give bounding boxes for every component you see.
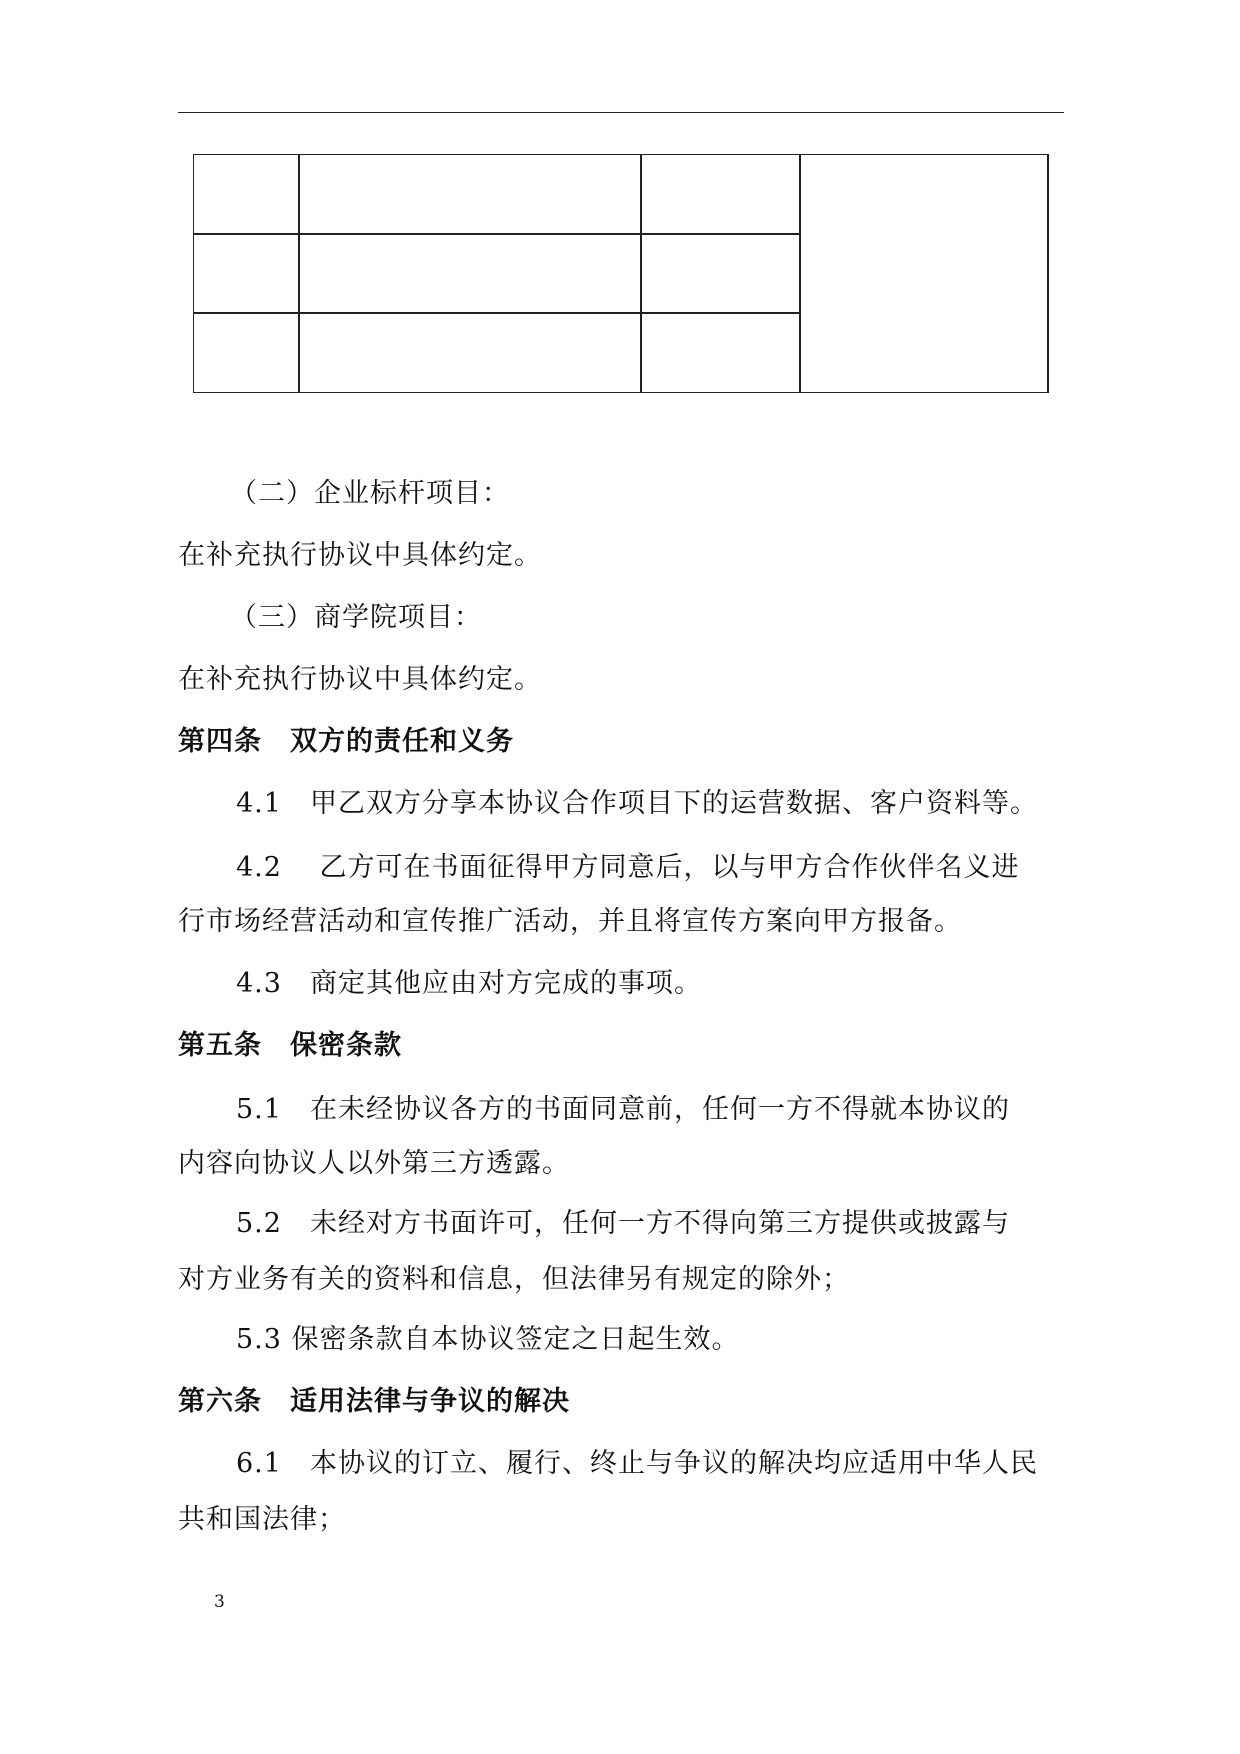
table-cell [640, 154, 801, 235]
table-cell [640, 233, 801, 314]
clause-4-2-line-2: 行市场经营活动和宣传推广活动，并且将宣传方案向甲方报备。 [178, 906, 962, 937]
table-cell [640, 312, 801, 393]
clause-5-1-line-1: 5.1 在未经协议各方的书面同意前，任何一方不得就本协议的 [236, 1094, 1010, 1125]
clause-5-3: 5.3 保密条款自本协议签定之日起生效。 [236, 1324, 740, 1355]
section-3-body: 在补充执行协议中具体约定。 [178, 664, 542, 695]
clause-4-2-line-1: 4.2 乙方可在书面征得甲方同意后，以与甲方合作伙伴名义进 [236, 852, 1020, 883]
clause-4-1: 4.1 甲乙双方分享本协议合作项目下的运营数据、客户资料等。 [236, 788, 1038, 819]
section-3-title: （三）商学院项目： [230, 602, 482, 633]
table-cell [193, 154, 300, 235]
table-cell [298, 233, 642, 314]
header-rule [178, 112, 1064, 113]
section-2-title: （二）企业标杆项目： [230, 478, 510, 509]
table-cell [298, 312, 642, 393]
clause-5-1-line-2: 内容向协议人以外第三方透露。 [178, 1148, 570, 1179]
table-cell [193, 312, 300, 393]
table-cell [193, 233, 300, 314]
table-merged-cell [799, 154, 1049, 393]
page-number: 3 [214, 1592, 225, 1612]
clause-5-2-line-2: 对方业务有关的资料和信息，但法律另有规定的除外； [178, 1264, 850, 1295]
article-4-heading: 第四条 双方的责任和义务 [178, 726, 514, 757]
clause-6-1-line-1: 6.1 本协议的订立、履行、终止与争议的解决均应适用中华人民 [236, 1448, 1038, 1479]
article-6-heading: 第六条 适用法律与争议的解决 [178, 1386, 570, 1417]
article-5-heading: 第五条 保密条款 [178, 1030, 402, 1061]
table-cell [298, 154, 642, 235]
clause-4-3: 4.3 商定其他应由对方完成的事项。 [236, 968, 702, 999]
section-2-body: 在补充执行协议中具体约定。 [178, 540, 542, 571]
clause-6-1-line-2: 共和国法律； [178, 1504, 346, 1535]
clause-5-2-line-1: 5.2 未经对方书面许可，任何一方不得向第三方提供或披露与 [236, 1208, 1010, 1239]
